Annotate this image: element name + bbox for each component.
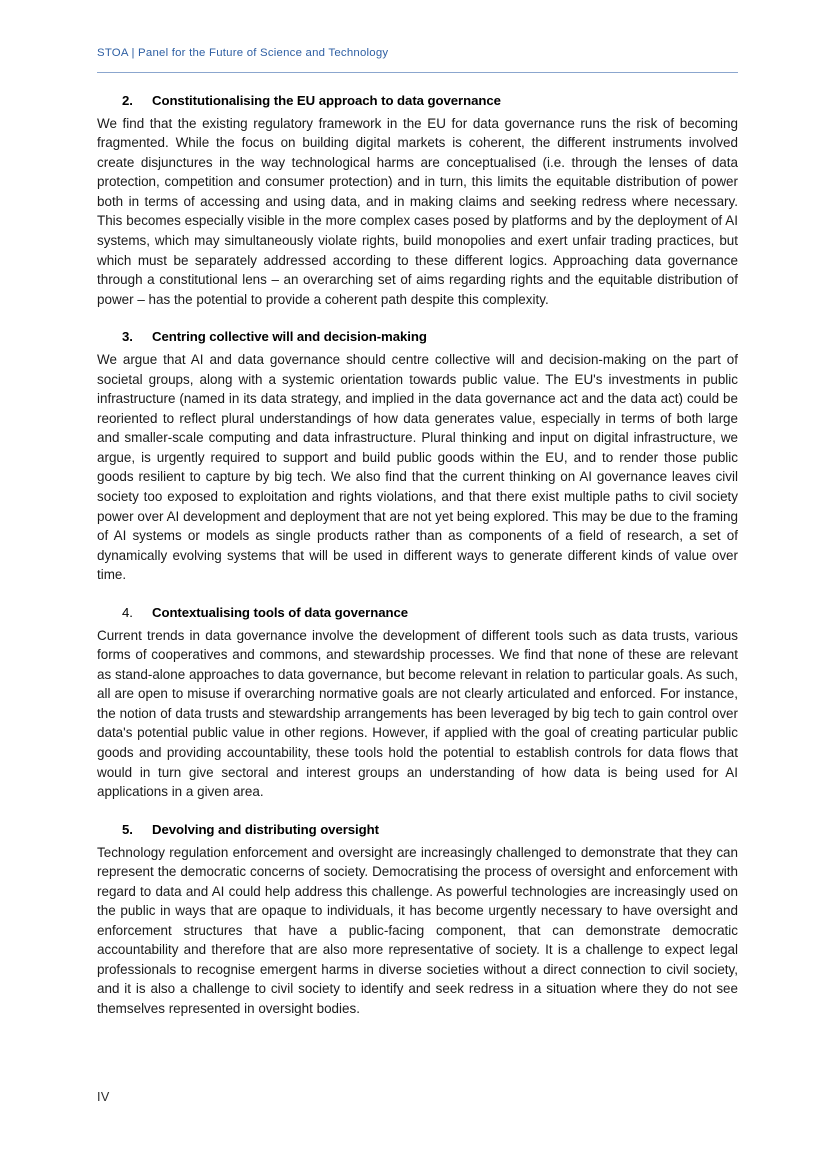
running-header: STOA | Panel for the Future of Science and Technology xyxy=(97,47,389,59)
section-number: 5. xyxy=(122,821,133,837)
section-body: We argue that AI and data governance should centre collective will and decision-making on the part of societal groups, along with a systemic orientation towards public value. The EU's investments in public infrastructure (named in its data strategy, and implied in the data governance act and the data act) could be reoriented to reflect plural understandings of how data generates value, especially in terms of both large and smaller-scale computing and data infrastructure. Plural thinking and input on digital infrastructure, we argue, is urgently required to support and build public goods within the EU, and to render those public goods resilient to capture by big tech. We also find that the current thinking on AI governance leaves civil society too exposed to exploitation and rights violations, and that there exist multiple paths to civil society power over AI development and deployment that are not yet being explored. This may be due to the framing of AI systems or models as single products rather than as components of a field of research, a set of dynamically evolving systems that will be used in different ways to generate different kinds of value over time. xyxy=(97,352,738,583)
section-body: Technology regulation enforcement and oversight are increasingly challenged to demonstrate that they can represent the democratic concerns of society. Democratising the process of oversight and enforcement with regard to data and AI could help address this challenge. As powerful technologies are increasingly used on the public in ways that are opaque to individuals, it has become urgently necessary to have oversight and enforcement structures that have a public-facing component, that can demonstrate democratic accountability and therefore that are also more representative of society. It is a challenge to expect legal professionals to recognise emergent harms in diverse societies without a direct connection to civil society, and it is also a challenge to civil society to identify and seek redress in a situation where they do not see themselves represented in oversight bodies. xyxy=(97,844,738,1017)
section-heading xyxy=(97,328,738,346)
section-heading xyxy=(97,604,738,622)
section-number: 4. xyxy=(122,604,133,620)
page-number: IV xyxy=(97,1090,110,1104)
section-body: We find that the existing regulatory framework in the EU for data governance runs the risk of becoming fragmented. While the focus on building digital markets is coherent, the different instruments involved create disjunctures in the way technological harms are conceptualised (i.e. through the lenses of data protection, competition and consumer protection) and in turn, this limits the equitable distribution of power both in terms of accessing and using data, and in making claims and seeking redress where necessary. This becomes especially visible in the more complex cases posed by platforms and by the deployment of AI systems, which may simultaneously violate rights, build monopolies and exert unfair trading practices, but which must be separately addressed according to these different logics. Approaching data governance through a constitutional lens – an overarching set of aims regarding rights and the equitable distribution of power – has the potential to provide a coherent path despite this complexity. xyxy=(97,115,738,307)
section-2 xyxy=(97,92,738,309)
section-number: 3. xyxy=(122,329,133,345)
header-rule xyxy=(97,72,738,73)
page-content xyxy=(97,0,738,1019)
section-4 xyxy=(97,604,738,802)
section-title: Contextualising tools of data governance xyxy=(152,604,409,620)
section-3 xyxy=(97,328,738,585)
section-title: Devolving and distributing oversight xyxy=(152,821,379,837)
section-number: 2. xyxy=(122,92,133,108)
section-title: Constitutionalising the EU approach to data governance xyxy=(152,92,501,108)
section-heading xyxy=(97,821,738,839)
section-body: Current trends in data governance involve the development of different tools such as data trusts, various forms of cooperatives and commons, and stewardship processes. We find that none of these are relevant as stand-alone approaches to data governance, but become relevant in relation to particular goals. As such, all are open to misuse if overarching normative goals are not clearly articulated and enforced. For instance, the notion of data trusts and stewardship arrangements has been leveraged by big tech to gain control over data's potential public value in other regions. However, if applied with the goal of creating particular public goods and providing accountability, these tools hold the potential to establish controls for data flows that would in turn give sectoral and interest groups an understanding of how data is being used for AI applications in a given area. xyxy=(97,627,738,800)
section-heading xyxy=(97,92,738,110)
section-title: Centring collective will and decision-making xyxy=(152,329,427,345)
section-5 xyxy=(97,821,738,1019)
